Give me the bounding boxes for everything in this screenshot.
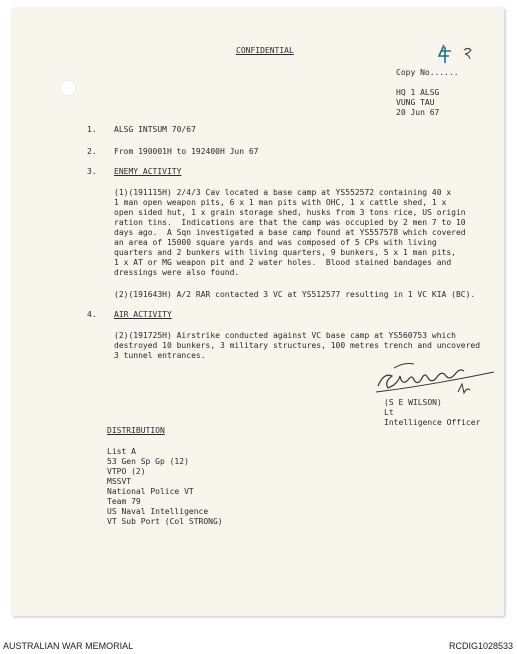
- distribution-entry: VT Sub Port (Col STRONG): [107, 517, 223, 526]
- distribution-entry: Team 79: [107, 497, 141, 506]
- distribution-entry: MSSVT: [107, 477, 132, 486]
- punch-hole: [60, 80, 76, 96]
- text-line: open sided hut, 1 x grain storage shed, husks from 3 tons rice, US origin: [114, 208, 466, 217]
- text-line: (1)(191115H) 2/4/3 Cav located a base camp at YS552572 containing 40 x: [114, 188, 452, 197]
- item-number: 4.: [87, 310, 97, 319]
- text-line: ration tins. Indications are that the camp was occupied by 2 men 7 to 10: [114, 218, 466, 227]
- distribution-entry: 53 Gen Sp Gp (12): [107, 457, 189, 466]
- archive-footer: [0, 640, 517, 654]
- text-line: an area of 15000 square yards and was composed of 5 CPs with living: [114, 238, 437, 247]
- classification-heading: CONFIDENTIAL: [236, 46, 294, 55]
- signatory-rank: Lt: [384, 408, 394, 417]
- location: VUNG TAU: [396, 98, 435, 107]
- text-line: (2)(191725H) Airstrike conducted against VC base camp at YS560753 which: [114, 331, 456, 340]
- text-line: 1 man open weapon pits, 6 x 1 man pits with OHC, 1 x cattle shed, 1 x: [114, 198, 447, 207]
- section-heading-enemy-activity: ENEMY ACTIVITY: [114, 167, 182, 176]
- enemy-activity-paragraph-2: (2)(191643H) A/2 RAR contacted 3 VC at YS512577 resulting in 1 VC KIA (BC).: [114, 290, 476, 299]
- text-line: destroyed 10 bunkers, 3 military structures, 100 metres trench and uncovered: [114, 341, 481, 350]
- signatory-name: (S E WILSON): [384, 398, 442, 407]
- distribution-entry: VTPO (2): [107, 467, 146, 476]
- item-title: ALSG INTSUM 70/67: [114, 125, 196, 134]
- handwritten-folio-number: [436, 42, 476, 68]
- copy-number: Copy No......: [396, 68, 459, 77]
- distribution-entry: National Police VT: [107, 487, 194, 496]
- distribution-entry: List A: [107, 447, 136, 456]
- item-number: 3.: [87, 167, 97, 176]
- text-line: days ago. A Sqn investigated a base camp found at YS557578 which covered: [114, 228, 466, 237]
- item-title: From 190001H to 192400H Jun 67: [114, 147, 259, 156]
- distribution-heading: DISTRIBUTION: [107, 426, 165, 435]
- signatory-title: Intelligence Officer: [384, 418, 481, 427]
- item-number: 1.: [87, 125, 97, 134]
- text-line: dressings were also found.: [114, 268, 240, 277]
- section-heading-air-activity: AIR ACTIVITY: [114, 310, 172, 319]
- unit-name: HQ 1 ALSG: [396, 88, 440, 97]
- archive-reference: RCDIG1028533: [448, 641, 513, 651]
- text-line: 3 tunnel entrances.: [114, 351, 206, 360]
- document-date: 20 Jun 67: [396, 108, 440, 117]
- handwritten-signature: [372, 358, 500, 398]
- distribution-entry: US Naval Intelligence: [107, 507, 209, 516]
- archive-name: AUSTRALIAN WAR MEMORIAL: [3, 641, 134, 651]
- text-line: quarters and 2 bunkers with living quarters, 9 bunkers, 5 x 1 man pits,: [114, 248, 456, 257]
- text-line: 1 x AT or MG weapon pit and 2 water holes. Blood stained bandages and: [114, 258, 452, 267]
- item-number: 2.: [87, 147, 97, 156]
